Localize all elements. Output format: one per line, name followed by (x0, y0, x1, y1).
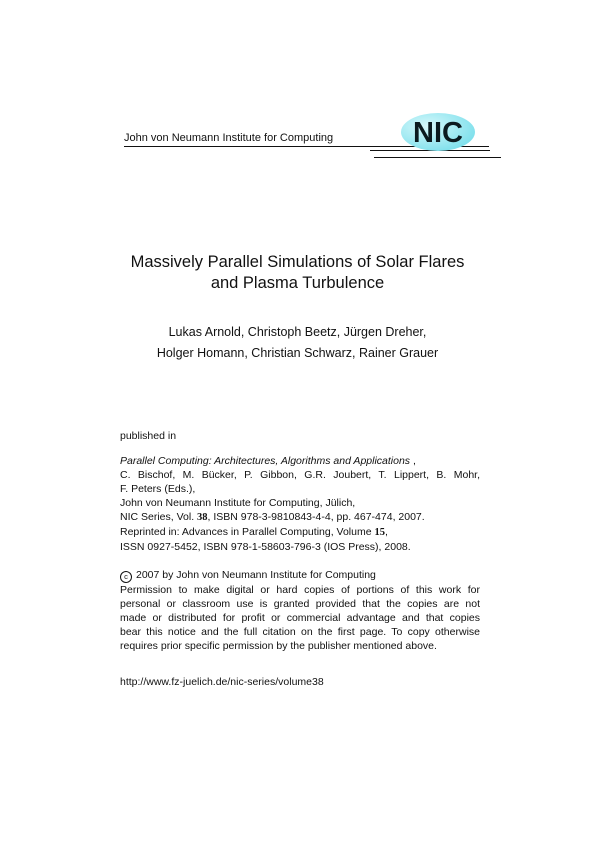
permission-line: personal or classroom use is granted provided that the copies are not (120, 598, 480, 610)
series-volume: 38 (197, 512, 208, 523)
book-title-line (120, 454, 480, 468)
paper-title (0, 252, 595, 294)
nic-logo (400, 112, 476, 152)
permission-line: made or distributed for profit or commercial advantage and that copies (120, 612, 480, 624)
permission-line: Permission to make digital or hard copies of portions of this work for (120, 584, 480, 596)
series-suffix: , ISBN 978-3-9810843-4-4, pp. 467-474, 2007. (207, 511, 425, 523)
nic-logo-graphic (400, 112, 476, 152)
book-title-suffix: , (410, 455, 416, 467)
reprint-suffix: , (384, 526, 388, 538)
editors-line: F. Peters (Eds.), (120, 483, 196, 495)
permission-line: requires prior specific permission by the publisher mentioned above. (120, 640, 437, 652)
copyright-icon: c (120, 571, 132, 583)
authors-line: Holger Homann, Christian Schwarz, Rainer Grauer (156, 346, 439, 360)
institute-name: John von Neumann Institute for Computing (124, 132, 334, 144)
published-in-label: published in (120, 430, 177, 442)
title-line: and Plasma Turbulence (210, 274, 385, 292)
reprint-line (120, 525, 480, 540)
header-rule (374, 157, 501, 158)
author-list (0, 322, 595, 364)
series-prefix: NIC Series, Vol. (120, 511, 198, 523)
title-line: Massively Parallel Simulations of Solar Flares (130, 253, 465, 271)
book-title: Parallel Computing: Architectures, Algorithms and Applications (120, 455, 411, 467)
page-header (120, 112, 505, 164)
series-line (120, 510, 480, 525)
volume-url[interactable]: http://www.fz-juelich.de/nic-series/volume38 (120, 676, 324, 688)
reprint-prefix: Reprinted in: Advances in Parallel Computing, Volume (120, 526, 375, 538)
editors-line: C. Bischof, M. Bücker, P. Gibbon, G.R. Joubert, T. Lippert, B. Mohr, (120, 469, 480, 481)
issn-line: ISSN 0927-5452, ISBN 978-1-58603-796-3 (IOS Press), 2008. (120, 541, 411, 553)
copyright-holder: 2007 by John von Neumann Institute for Computing (136, 569, 376, 581)
permission-line: bear this notice and the full citation on the first page. To copy otherwise (120, 626, 480, 638)
publication-info (120, 429, 480, 689)
copyright-holder-line (120, 568, 480, 583)
reprint-volume: 15 (374, 527, 385, 538)
publisher-line: John von Neumann Institute for Computing, Jülich, (120, 497, 356, 509)
authors-line: Lukas Arnold, Christoph Beetz, Jürgen Dreher, (168, 325, 427, 339)
logo-text: NIC (413, 117, 463, 149)
